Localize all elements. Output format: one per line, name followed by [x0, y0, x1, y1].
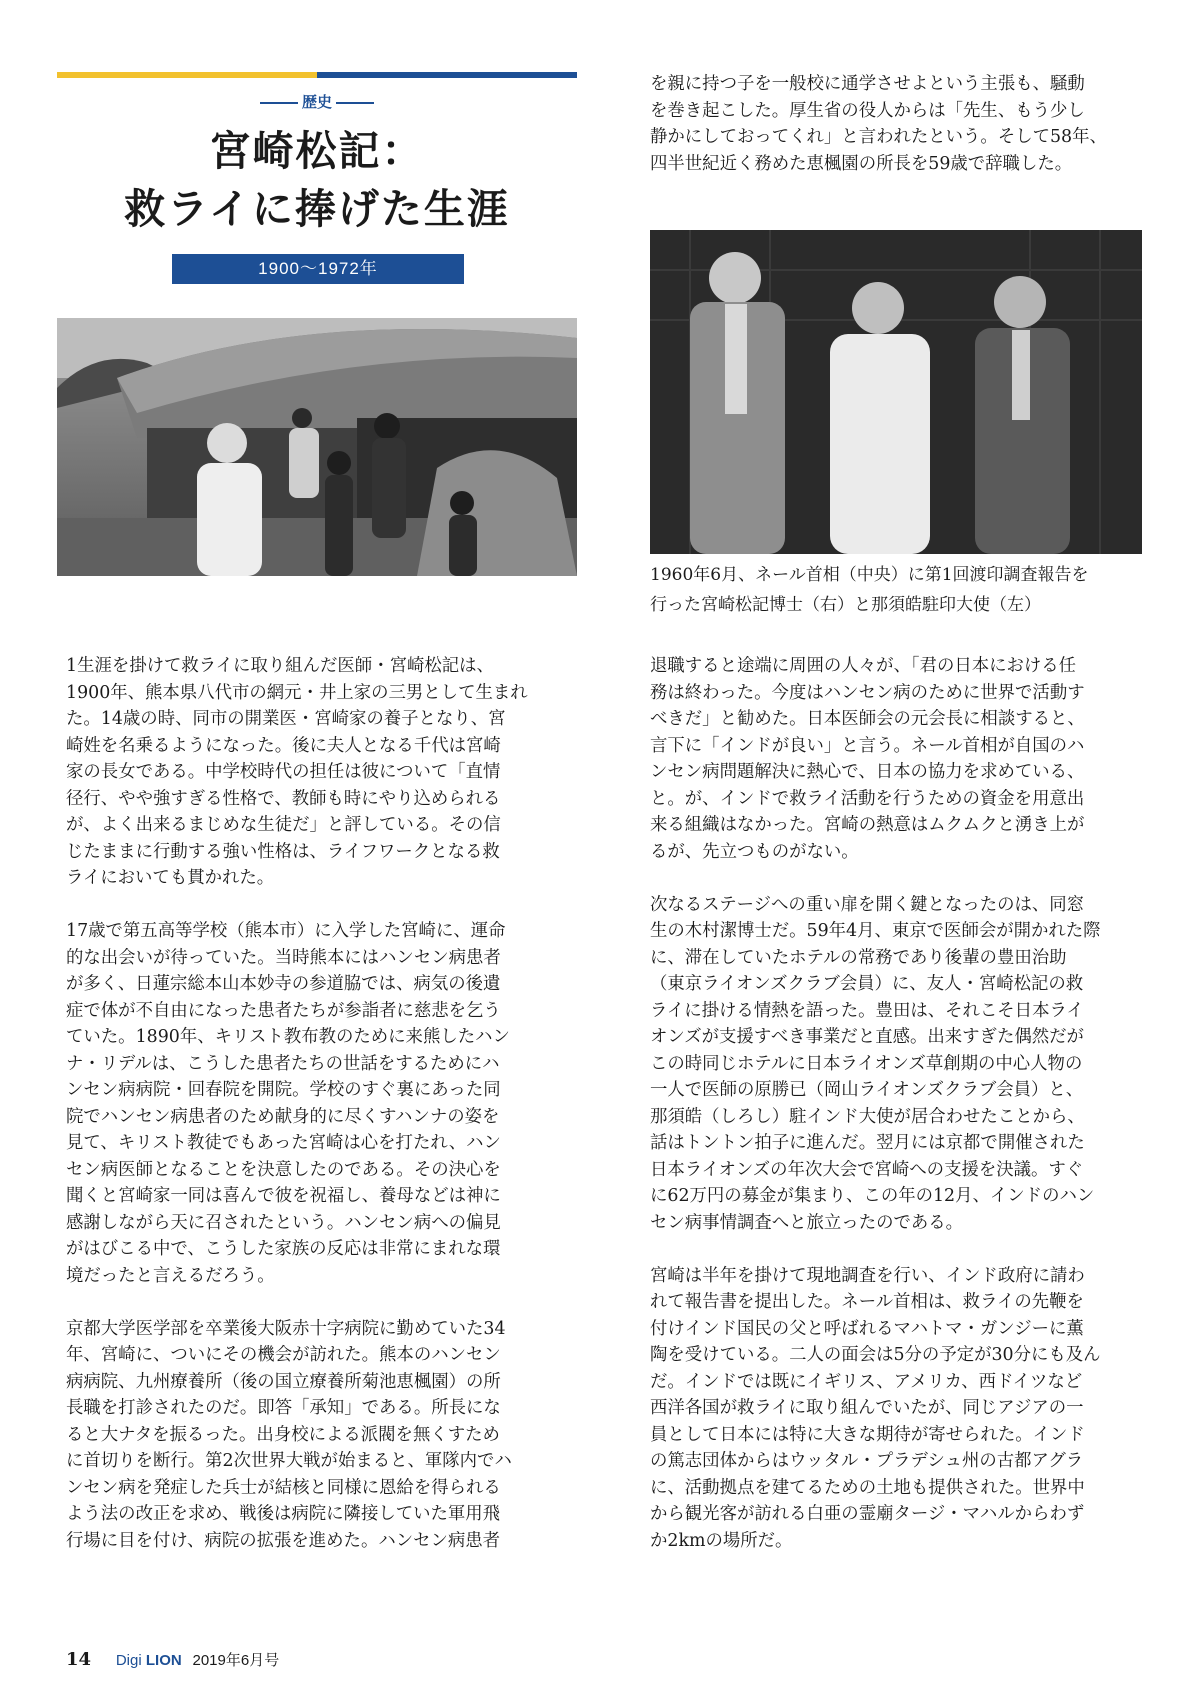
text-line: 的な出会いが待っていた。当時熊本にはハンセン病患者	[66, 947, 501, 968]
text-line: 境だったと言えるだろう。	[66, 1265, 275, 1286]
issue-label: 2019年6月号	[192, 1652, 280, 1669]
paragraph	[650, 1263, 1150, 1555]
text-line: 1900年、熊本県八代市の網元・井上家の三男として生まれ	[66, 682, 528, 703]
accent-bar-yellow	[57, 72, 317, 78]
caption-line: 1960年6月、ネール首相（中央）に第1回渡印調査報告を	[650, 565, 1089, 585]
paragraph	[66, 918, 576, 1289]
text-line: と。が、インドで救ライ活動を行うための資金を用意出	[650, 788, 1085, 809]
text-line: 見て、キリスト教徒でもあった宮崎は心を打たれ、ハン	[66, 1133, 501, 1153]
text-line: 次なるステージへの重い扉を開く鍵となったのは、同窓	[650, 894, 1085, 915]
text-line: るが、先立つものがない。	[650, 841, 859, 862]
text-line: た。14歳の時、同市の開業医・宮崎家の養子となり、宮	[66, 709, 506, 729]
text-line: ると大ナタを振るった。出身校による派閥を無くすため	[66, 1424, 500, 1445]
text-line: オンズが支援すべき事業だと直感。出来すぎた偶然だが	[650, 1027, 1084, 1047]
text-line: れて報告書を提出した。ネール首相は、救ライの先鞭を	[650, 1292, 1084, 1312]
paragraph	[66, 653, 576, 892]
brand-name: LION	[145, 1652, 182, 1669]
text-line: を巻き起こした。厚生省の役人からは「先生、もう少し	[650, 100, 1085, 121]
text-line: がはびこる中で、こうした家族の反応は非常にまれな環	[66, 1239, 501, 1259]
text-line: だ。インドでは既にイギリス、アメリカ、西ドイツなど	[650, 1371, 1083, 1392]
years-badge: 1900〜1972年	[172, 254, 464, 284]
text-line: 来る組織はなかった。宮崎の熱意はムクムクと湧き上が	[650, 815, 1085, 835]
text-line: 付けインド国民の父と呼ばれるマハトマ・ガンジーに薫	[650, 1318, 1084, 1339]
text-line: 家の長女である。中学校時代の担任は彼について「直情	[66, 762, 501, 782]
text-line: に首切りを断行。第2次世界大戦が始まると、軍隊内でハ	[66, 1451, 512, 1471]
text-line: ンセン病を発症した兵士が結核と同様に恩給を得られる	[66, 1477, 501, 1498]
text-line: ライにおいても貫かれた。	[66, 868, 275, 888]
text-line: 生の木村潔博士だ。59年4月、東京で医師会が開かれた際	[650, 921, 1101, 941]
right-column	[650, 653, 1150, 1554]
text-line: から観光客が訪れる白亜の霊廟タージ・マハルからわず	[650, 1504, 1085, 1524]
text-line: 京都大学医学部を卒業後大阪赤十字病院に勤めていた34	[66, 1318, 506, 1339]
text-line: ンセン病問題解決に熱心で、日本の協力を求めている、	[650, 762, 1085, 782]
text-line: を親に持つ子を一般校に通学させよという主張も、騒動	[650, 74, 1085, 94]
text-line: 崎姓を名乗るようになった。後に夫人となる千代は宮崎	[66, 735, 501, 756]
text-line: 那須皓（しろし）駐インド大使が居合わせたことから、	[650, 1106, 1085, 1127]
text-line: 病病院、九州療養所（後の国立療養所菊池恵楓園）の所	[66, 1371, 501, 1392]
page-number: 14	[66, 1649, 92, 1670]
text-line: べきだ」と勧めた。日本医師会の元会長に相談すると、	[650, 709, 1085, 729]
text-line: 静かにしておってくれ」と言われたという。そして58年、	[650, 127, 1107, 147]
text-line: よう法の改正を求め、戦後は病院に隣接していた軍用飛	[66, 1504, 501, 1524]
text-line: が多く、日蓮宗総本山本妙寺の参道脇では、病気の後遺	[66, 974, 501, 994]
text-line: 話はトントン拍子に進んだ。翌月には京都で開催された	[650, 1133, 1085, 1153]
text-line: か2kmの場所だ。	[650, 1530, 793, 1551]
caption-line: 行った宮崎松記博士（右）と那須皓駐印大使（左）	[650, 595, 1041, 615]
text-line: 径行、やや強すぎる性格で、教師も時にやり込められる	[66, 788, 501, 809]
text-line: ていた。1890年、キリスト教布教のために来熊したハン	[66, 1027, 510, 1047]
text-line: ンセン病病院・回春院を開院。学校のすぐ裏にあった同	[66, 1080, 501, 1100]
page-footer	[66, 1649, 279, 1670]
text-line: 宮崎は半年を掛けて現地調査を行い、インド政府に請わ	[650, 1265, 1085, 1286]
text-line: の篤志団体からはウッタル・プラデシュ州の古都アグラ	[650, 1451, 1084, 1471]
text-line: 退職すると途端に周囲の人々が、「君の日本における任	[650, 656, 1077, 676]
text-line: 年、宮崎に、ついにその機会が訪れた。熊本のハンセン	[66, 1345, 501, 1365]
brand-prefix: Digi	[115, 1652, 142, 1669]
text-line: 日本ライオンズの年次大会で宮崎への支援を決議。すぐ	[650, 1159, 1084, 1180]
magazine-brand	[116, 1652, 182, 1669]
nehru-meeting-photo	[650, 230, 1142, 554]
text-line: この時同じホテルに日本ライオンズ草創期の中心人物の	[650, 1053, 1083, 1074]
accent-bar-blue	[317, 72, 577, 78]
text-line: 感謝しながら天に召されたという。ハンセン病への偏見	[66, 1212, 501, 1233]
text-line: じたままに行動する強い性格は、ライフワークとなる救	[66, 841, 500, 862]
article-title	[57, 122, 577, 238]
section-label	[57, 91, 577, 112]
text-line: ライに掛ける情熱を語った。豊田は、それこそ日本ライ	[650, 1000, 1084, 1021]
text-line: 務は終わった。今度はハンセン病のために世界で活動す	[650, 682, 1085, 703]
text-line: 陶を受けている。二人の面会は5分の予定が30分にも及ん	[650, 1345, 1101, 1365]
section-label-text: 歴史	[301, 93, 332, 111]
text-line: が、よく出来るまじめな生徒だ」と評している。その信	[66, 815, 501, 835]
text-line: 一人で医師の原勝已（岡山ライオンズクラブ会員）と、	[650, 1080, 1084, 1100]
paragraph	[650, 653, 1150, 865]
header-accent-bar	[57, 72, 577, 78]
text-line: 言下に「インドが良い」と言う。ネール首相が自国のハ	[650, 735, 1085, 756]
text-line: 員として日本には特に大きな期待が寄せられた。インド	[650, 1424, 1085, 1445]
text-line: 17歳で第五高等学校（熊本市）に入学した宮崎に、運命	[66, 921, 506, 941]
text-line: （東京ライオンズクラブ会員）に、友人・宮崎松記の救	[650, 974, 1084, 994]
village-photo	[57, 318, 577, 576]
photo-caption	[650, 560, 1150, 620]
text-line: ナ・リデルは、こうした患者たちの世話をするためにハ	[66, 1053, 500, 1074]
text-line: に、滞在していたホテルの常務であり後輩の豊田治助	[650, 947, 1067, 968]
text-line: 西洋各国が救ライに取り組んでいたが、同じアジアの一	[650, 1398, 1084, 1418]
text-line: 症で体が不自由になった患者たちが参詣者に慈悲を乞う	[66, 1000, 501, 1021]
paragraph	[650, 71, 1150, 177]
text-line: に、活動拠点を建てるための土地も提供された。世界中	[650, 1477, 1085, 1498]
text-line: 聞くと宮崎家一同は喜んで彼を祝福し、養母などは神に	[66, 1186, 501, 1206]
left-column	[66, 653, 576, 1554]
text-line: 四半世紀近く務めた恵楓園の所長を59歳で辞職した。	[650, 153, 1073, 174]
text-line: セン病事情調査へと旅立ったのである。	[650, 1212, 964, 1233]
text-line: セン病医師となることを決意したのである。その決心を	[66, 1159, 501, 1180]
text-line: に62万円の募金が集まり、この年の12月、インドのハン	[650, 1186, 1095, 1206]
title-line-2: 救ライに捧げた生涯	[124, 185, 510, 233]
paragraph	[650, 892, 1150, 1237]
text-line: 行場に目を付け、病院の拡張を進めた。ハンセン病患者	[66, 1530, 501, 1551]
title-line-1: 宮崎松記：	[209, 127, 425, 175]
text-line: 1生涯を掛けて救ライに取り組んだ医師・宮崎松記は、	[66, 656, 494, 676]
text-line: 長職を打診されたのだ。即答「承知」である。所長にな	[66, 1398, 501, 1418]
paragraph	[66, 1316, 576, 1555]
text-line: 院でハンセン病患者のため献身的に尽くすハンナの姿を	[66, 1106, 500, 1127]
right-column-top	[650, 71, 1150, 177]
